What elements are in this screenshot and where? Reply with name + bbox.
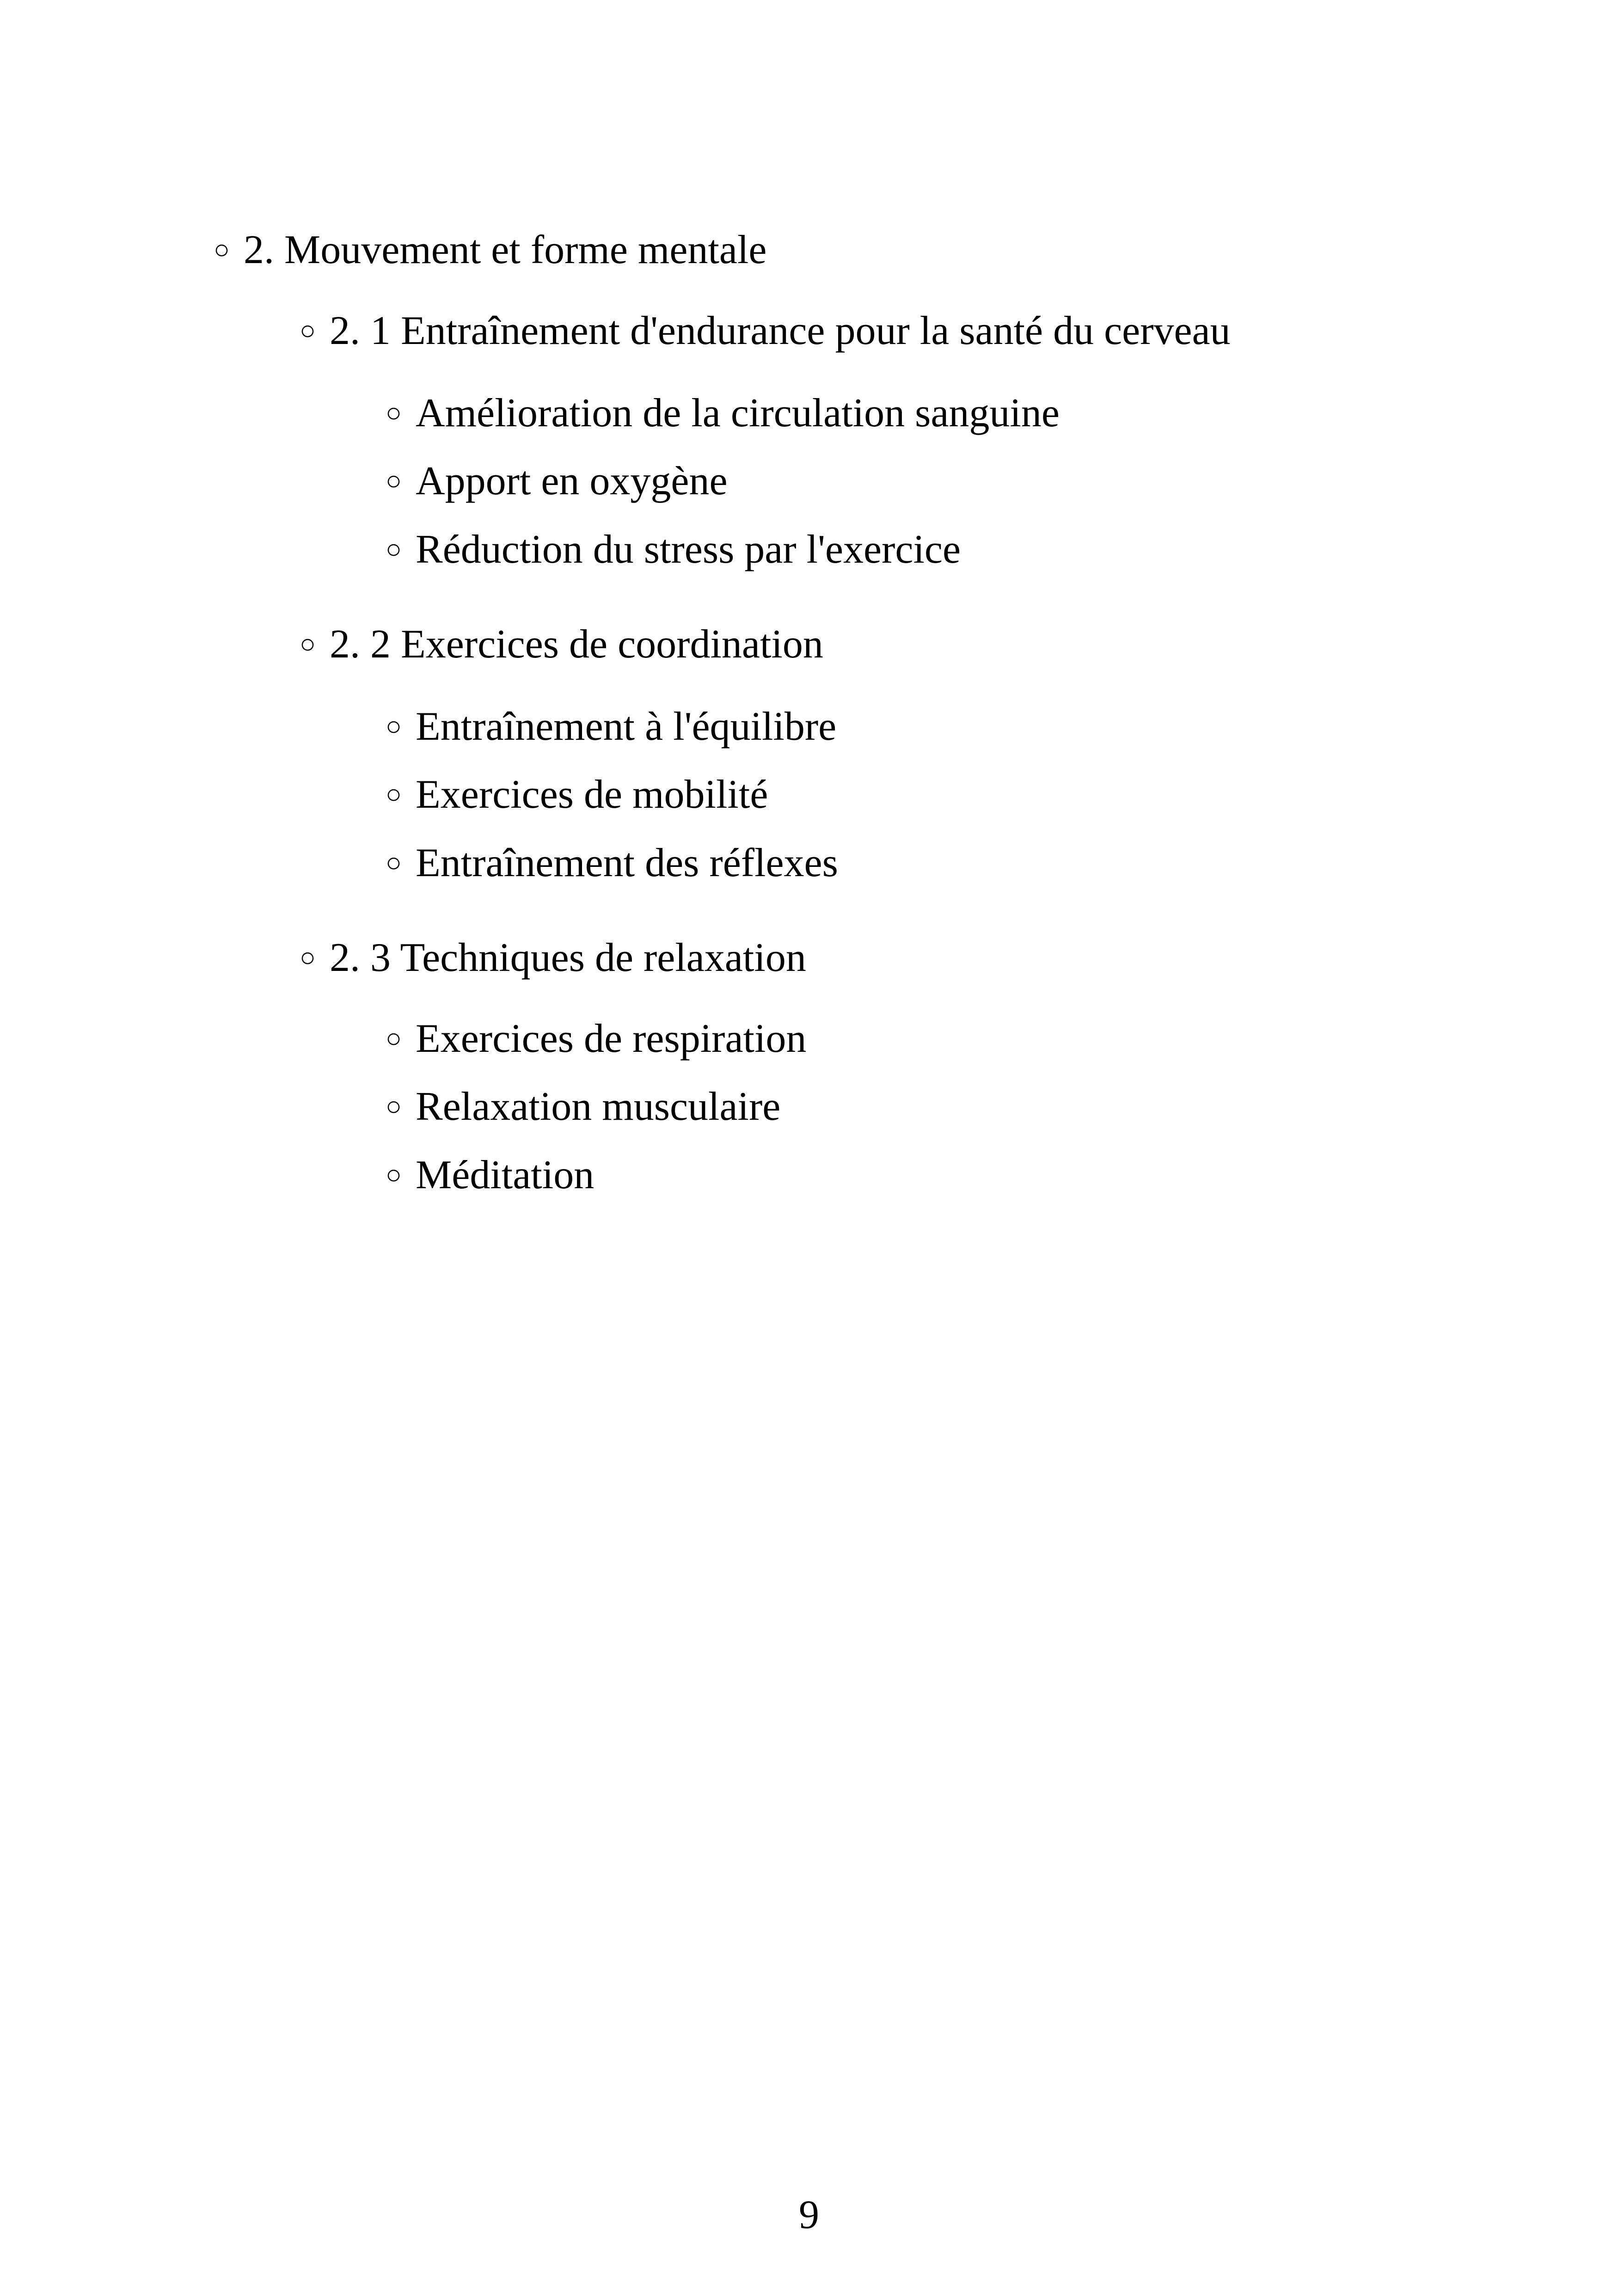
subsection-heading [300, 935, 806, 980]
list-item-text: Exercices de respiration [416, 1016, 807, 1061]
hollow-circle-bullet-icon: ○ [386, 711, 402, 741]
subsection-title: 2. 3 Techniques de relaxation [330, 935, 806, 980]
list-item [386, 774, 768, 815]
hollow-circle-bullet-icon: ○ [300, 629, 316, 659]
list-item [386, 1016, 807, 1061]
list-item [386, 843, 838, 884]
hollow-circle-bullet-icon: ○ [386, 779, 402, 809]
list-item [386, 461, 728, 502]
subsection-title: 2. 2 Exercices de coordination [330, 622, 823, 667]
subsection-heading [300, 308, 1231, 353]
list-item-text: Entraînement des réflexes [416, 841, 838, 885]
hollow-circle-bullet-icon: ○ [386, 398, 402, 428]
hollow-circle-bullet-icon: ○ [386, 466, 402, 496]
list-item-text: Exercices de mobilité [416, 772, 768, 817]
outline-section-heading [214, 227, 767, 272]
hollow-circle-bullet-icon: ○ [386, 1023, 402, 1053]
subsection-heading [300, 624, 823, 665]
hollow-circle-bullet-icon: ○ [386, 1160, 402, 1190]
list-item-text: Entraînement à l'équilibre [416, 704, 837, 749]
list-item-text: Réduction du stress par l'exercice [416, 527, 961, 572]
hollow-circle-bullet-icon: ○ [386, 847, 402, 878]
hollow-circle-bullet-icon: ○ [386, 1091, 402, 1121]
hollow-circle-bullet-icon: ○ [300, 315, 316, 345]
section-title: 2. Mouvement et forme mentale [244, 227, 767, 272]
subsection-title: 2. 1 Entraînement d'endurance pour la santé du cerveau [330, 308, 1231, 353]
page-number: 9 [799, 2192, 819, 2237]
list-item [386, 529, 961, 570]
list-item [386, 1084, 781, 1129]
list-item-text: Amélioration de la circulation sanguine [416, 391, 1060, 436]
list-item-text: Méditation [416, 1153, 594, 1197]
list-item [386, 706, 836, 747]
list-item-text: Apport en oxygène [416, 459, 728, 503]
hollow-circle-bullet-icon: ○ [386, 534, 402, 564]
list-item [386, 393, 1060, 434]
hollow-circle-bullet-icon: ○ [214, 234, 230, 264]
hollow-circle-bullet-icon: ○ [300, 942, 316, 972]
list-item [386, 1155, 594, 1196]
list-item-text: Relaxation musculaire [416, 1084, 781, 1129]
